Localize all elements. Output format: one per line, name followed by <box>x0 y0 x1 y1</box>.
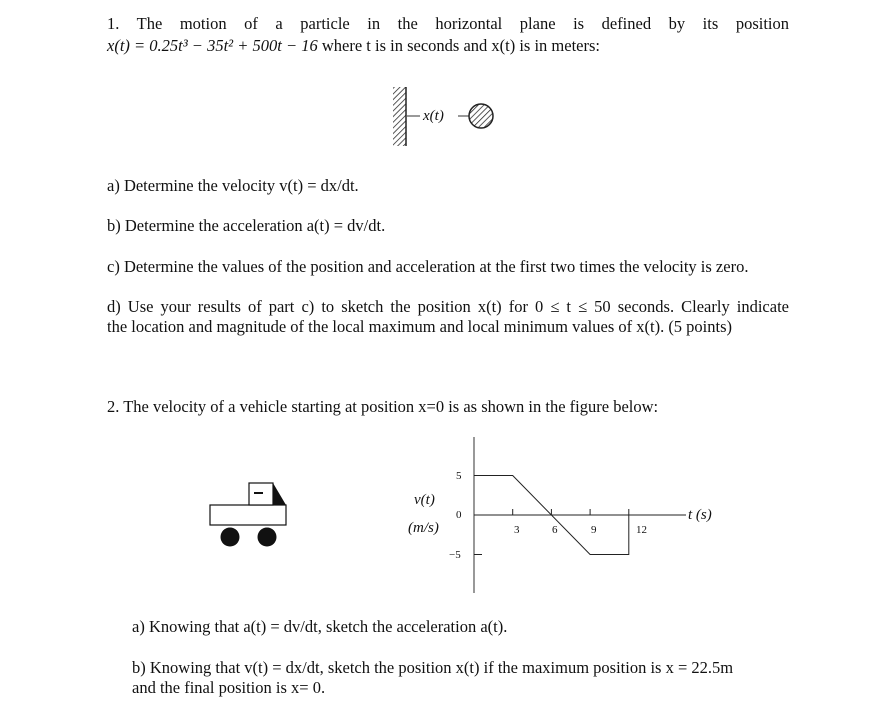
x-tick-label: 12 <box>636 524 647 536</box>
position-equation: x(t) = 0.25t³ − 35t² + 500t − 16 <box>107 36 318 55</box>
part-2b-line1: b) Knowing that v(t) = dx/dt, sketch the position x(t) if the maximum position is x = 22.5m <box>132 658 734 677</box>
problem1-line2-rest: where t is in seconds and x(t) is in meters: <box>317 36 600 55</box>
x-axis-label: t (s) <box>688 507 712 523</box>
part-1d-line1: d) Use your results of part c) to sketch the position x(t) for 0 ≤ t ≤ 50 seconds. Clearly indicate <box>107 297 789 316</box>
y-axis-label-2: (m/s) <box>408 520 439 536</box>
figure-label: x(t) <box>423 108 444 124</box>
part-2b-line2: and the final position is x= 0. <box>132 678 326 697</box>
problem2-intro: 2. The velocity of a vehicle starting at position x=0 is as shown in the figure below: <box>107 397 659 416</box>
x-tick-label: 6 <box>552 524 558 536</box>
y-axis-label-1: v(t) <box>414 492 435 508</box>
part-1a: a) Determine the velocity v(t) = dx/dt. <box>107 176 359 195</box>
y-tick-label: 5 <box>456 470 462 482</box>
part-2a: a) Knowing that a(t) = dv/dt, sketch the acceleration a(t). <box>132 617 508 636</box>
x-tick-label: 3 <box>514 524 520 536</box>
x-tick-label: 9 <box>591 524 597 536</box>
y-tick-label: 0 <box>456 509 462 521</box>
part-1d-line2: the location and magnitude of the local maximum and local minimum values of x(t). (5 points) <box>107 317 733 336</box>
part-1c: c) Determine the values of the position and acceleration at the first two times the velocity is zero. <box>107 257 749 276</box>
part-1b: b) Determine the acceleration a(t) = dv/dt. <box>107 216 386 235</box>
problem1-line1: 1. The motion of a particle in the horizontal plane is defined by its position <box>107 14 789 33</box>
y-tick-label: −5 <box>449 549 461 561</box>
